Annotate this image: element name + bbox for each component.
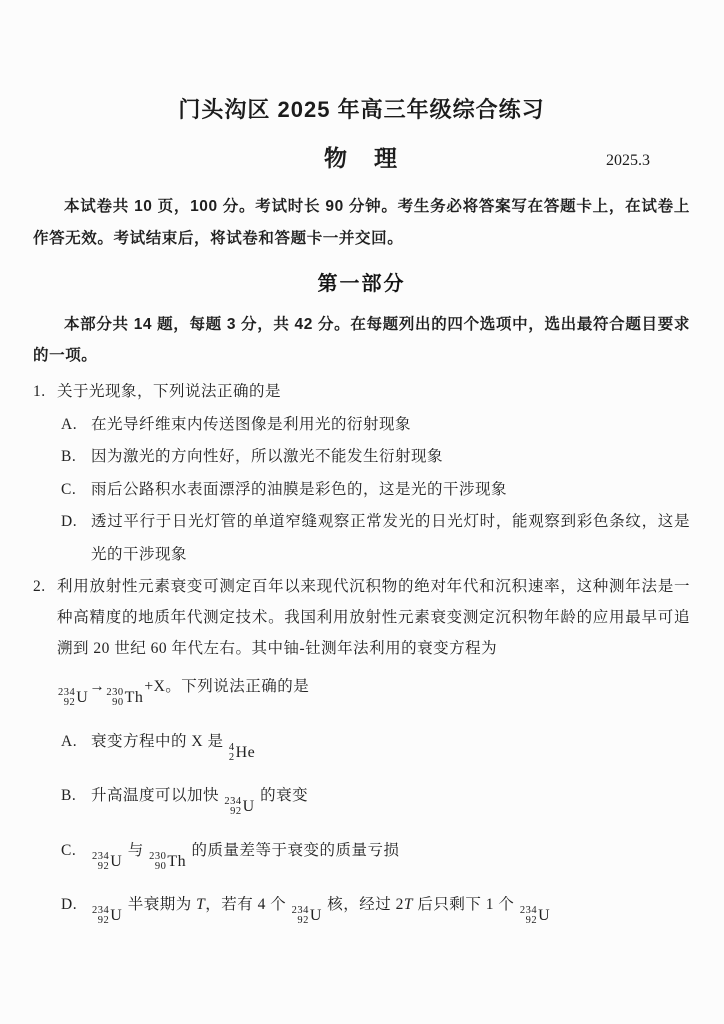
page-title: 门头沟区 2025 年高三年级综合练习 <box>178 97 545 122</box>
option-label: B. <box>61 448 77 465</box>
exam-instructions: 本试卷共 10 页，100 分。考试时长 90 分钟。考生务必将答案写在答题卡上，在试卷上作答无效。考试结束后，将试卷和答题卡一并交回。 <box>33 198 690 247</box>
part-intro: 本部分共 14 题，每题 3 分，共 42 分。在每题列出的四个选项中，选出最符合题目要求的一项。 <box>33 316 690 364</box>
subject-title: 物 理 <box>324 145 399 171</box>
option-text <box>91 726 690 763</box>
option-label: C. <box>61 841 77 859</box>
options-list <box>57 726 690 927</box>
nuclide-prescripts <box>520 906 537 926</box>
text-run: 半衰期为 <box>123 896 197 913</box>
nuclide-notation <box>224 797 254 817</box>
atomic-number: 92 <box>297 915 309 926</box>
physics-variable: T <box>196 896 206 913</box>
text-run: 雨后公路积水表面漂浮的油膜是彩色的，这是光的干涉现象 <box>91 480 508 498</box>
option-text <box>91 506 690 571</box>
element-symbol: Th <box>124 689 144 706</box>
option-A <box>61 726 690 763</box>
element-symbol: U <box>538 907 551 924</box>
question-2 <box>33 571 690 926</box>
physics-variable: T <box>403 896 414 913</box>
option-text <box>91 474 690 507</box>
question-stem <box>57 571 690 708</box>
option-B <box>61 780 690 817</box>
text-run: 透过平行于日光灯管的单道窄缝观察正常发光的日光灯时，能观察到彩色条纹，这是光的干涉现象 <box>91 513 690 563</box>
element-symbol: U <box>76 689 89 706</box>
option-B <box>61 441 690 474</box>
exam-date: 2025.3 <box>606 152 650 169</box>
option-text <box>91 780 690 817</box>
mass-number: 234 <box>224 796 242 807</box>
nuclide-notation <box>520 906 550 926</box>
atomic-number: 90 <box>112 697 124 708</box>
option-label: D. <box>61 513 78 530</box>
nuclide-prescripts <box>106 688 123 708</box>
nuclide-notation <box>92 906 122 926</box>
text-run: 后只剩下 1 个 <box>413 896 519 913</box>
mass-number: 230 <box>106 687 124 698</box>
subject-row <box>33 142 690 174</box>
decay-equation-line <box>57 670 690 708</box>
text-run: +X。下列说法正确的是 <box>144 678 310 695</box>
text-run: 的质量差等于衰变的质量亏损 <box>187 841 400 859</box>
nuclide-notation <box>106 688 143 708</box>
question-stem <box>57 376 690 409</box>
nuclide-notation <box>149 852 186 872</box>
option-text <box>91 409 690 442</box>
option-label: B. <box>61 787 77 804</box>
nuclide-notation <box>92 852 122 872</box>
question-1 <box>33 376 690 571</box>
text-run: → <box>89 678 106 695</box>
text-run: 因为激光的方向性好，所以激光不能发生衍射现象 <box>91 448 444 465</box>
option-D <box>61 889 690 926</box>
question-body <box>57 571 690 926</box>
nuclide-prescripts <box>92 906 109 926</box>
nuclide-prescripts <box>58 688 75 708</box>
text-run: 核，经过 2 <box>322 896 404 913</box>
text-run: ，若有 4 个 <box>205 896 291 913</box>
atomic-number: 92 <box>525 915 538 926</box>
atomic-number: 92 <box>63 697 76 708</box>
atomic-number: 92 <box>97 915 110 926</box>
text-run: 衰变方程中的 X 是 <box>91 732 228 750</box>
nuclide-prescripts <box>92 852 109 872</box>
option-text <box>91 889 690 926</box>
mass-number: 234 <box>92 850 110 862</box>
option-label: C. <box>61 480 77 498</box>
element-symbol: U <box>110 907 123 924</box>
mass-number: 4 <box>228 741 235 753</box>
mass-number: 234 <box>92 905 110 916</box>
nuclide-prescripts <box>229 743 235 763</box>
nuclide-notation <box>292 906 322 926</box>
element-symbol: He <box>235 743 256 761</box>
option-A <box>61 409 690 442</box>
option-text <box>91 835 690 872</box>
nuclide-notation <box>229 743 255 763</box>
text-run: 利用放射性元素衰变可测定百年以来现代沉积物的绝对年代和沉积速率，这种测年法是一种高精度的地质年代测定技术。我国利用放射性元素衰变测定沉积物年龄的应用最早可追溯到 20 世纪 60 年代左右。其中铀-钍测年法利用的衰变方程为 <box>57 578 690 657</box>
mass-number: 234 <box>519 905 538 916</box>
text-run: 关于光现象，下列说法正确的是 <box>57 383 282 400</box>
nuclide-prescripts <box>224 797 241 817</box>
option-label: A. <box>61 415 78 433</box>
element-symbol: U <box>309 907 322 924</box>
atomic-number: 92 <box>97 860 110 872</box>
option-label: D. <box>61 896 78 913</box>
questions-container <box>33 376 690 926</box>
part-heading: 第一部分 <box>317 273 406 295</box>
nuclide-prescripts <box>149 852 166 872</box>
nuclide-notation <box>58 688 88 708</box>
text-run: 在光导纤维束内传送图像是利用光的衍射现象 <box>91 415 412 433</box>
options-list <box>57 409 690 572</box>
text-run: 升高温度可以加快 <box>91 787 224 804</box>
text-run: 与 <box>123 841 149 859</box>
question-body <box>57 376 690 571</box>
element-symbol: U <box>110 852 123 870</box>
mass-number: 234 <box>291 905 309 916</box>
option-D <box>61 506 690 571</box>
element-symbol: Th <box>167 852 187 870</box>
nuclide-prescripts <box>292 906 309 926</box>
option-label: A. <box>61 732 78 750</box>
option-C <box>61 835 690 872</box>
text-run: 的衰变 <box>255 787 309 804</box>
atomic-number: 92 <box>230 806 242 817</box>
option-text <box>91 441 690 474</box>
element-symbol: U <box>242 798 255 815</box>
question-number: 2. <box>33 578 46 595</box>
atomic-number: 90 <box>154 860 167 872</box>
atomic-number: 2 <box>228 751 235 763</box>
mass-number: 234 <box>58 687 76 698</box>
question-number: 1. <box>33 383 46 400</box>
mass-number: 230 <box>149 850 167 862</box>
option-C <box>61 474 690 507</box>
